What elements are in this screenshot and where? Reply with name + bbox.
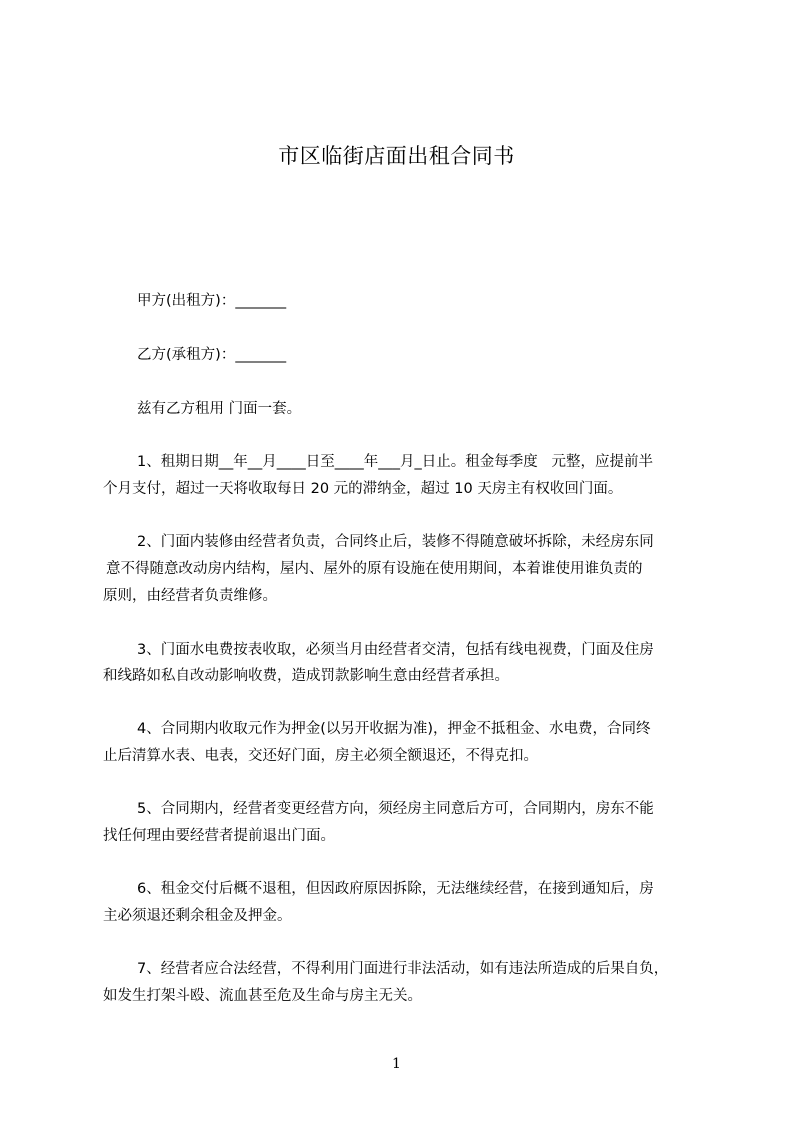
clause-2-line-3: 原则，由经营者负责维修。 <box>103 588 277 604</box>
clause-1-line-1: 1、租期日期__年__月____日至____年___月_日止。租金每季度 元整，应提前半 <box>137 454 654 470</box>
clause-2-line-1: 2、门面内装修由经营者负责，合同终止后，装修不得随意破坏拆除，未经房东同 <box>137 534 654 550</box>
page-number: 1 <box>392 1056 401 1072</box>
party-b-line: 乙方(承租方)：_______ <box>137 347 287 363</box>
clause-5-line-1: 5、合同期内，经营者变更经营方向，须经房主同意后方可，合同期内，房东不能 <box>137 801 654 817</box>
intro-line: 兹有乙方租用 门面一套。 <box>137 401 302 417</box>
document-title: 市区临街店面出租合同书 <box>278 144 515 168</box>
clause-7-line-2: 如发生打架斗殴、流血甚至危及生命与房主无关。 <box>103 988 422 1004</box>
party-a-line: 甲方(出租方)：_______ <box>137 293 287 309</box>
clause-2-line-2: 意不得随意改动房内结构，屋内、屋外的原有设施在使用期间，本着谁使用谁负责的 <box>106 561 643 577</box>
clause-3-line-1: 3、门面水电费按表收取，必须当月由经营者交清，包括有线电视费，门面及住房 <box>137 642 654 658</box>
clause-7-line-1: 7、经营者应合法经营，不得利用门面进行非法活动，如有违法所造成的后果自负， <box>137 961 669 977</box>
clause-6-line-1: 6、租金交付后概不退租，但因政府原因拆除，无法继续经营，在接到通知后，房 <box>137 881 654 897</box>
clause-5-line-2: 找任何理由要经营者提前退出门面。 <box>103 828 335 844</box>
clause-1-line-2: 个月支付，超过一天将收取每日 20 元的滞纳金，超过 10 天房主有权收回门面。 <box>103 481 623 497</box>
clause-4-line-2: 止后清算水表、电表，交还好门面，房主必须全额退还，不得克扣。 <box>103 748 538 764</box>
clause-4-line-1: 4、合同期内收取元作为押金(以另开收据为准)，押金不抵租金、水电费，合同终 <box>137 721 651 737</box>
clause-3-line-2: 和线路如私自改动影响收费，造成罚款影响生意由经营者承担。 <box>103 668 509 684</box>
clause-6-line-2: 主必须退还剩余租金及押金。 <box>103 908 292 924</box>
